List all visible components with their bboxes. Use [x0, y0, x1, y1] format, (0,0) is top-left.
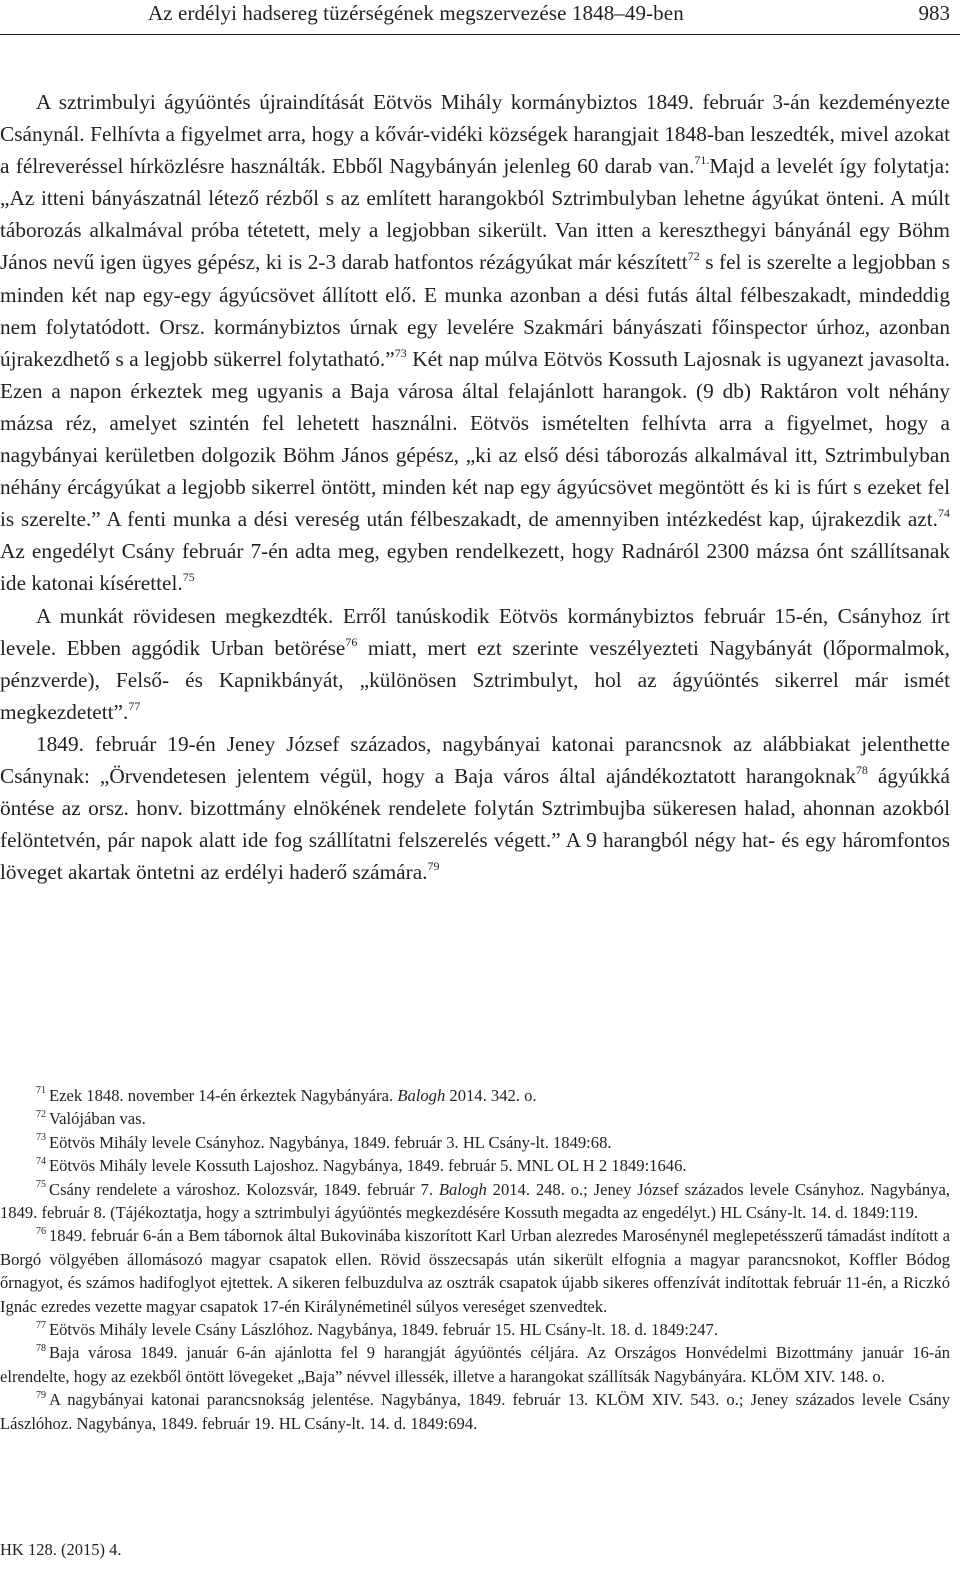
footnote-number: 76 — [36, 1225, 46, 1237]
footnote-number: 74 — [36, 1155, 46, 1167]
footnote-text: Ezek 1848. november 14-én érkeztek Nagybányára. — [49, 1086, 398, 1105]
footnote-number: 75 — [36, 1179, 46, 1191]
footnote-author: Balogh — [438, 1179, 487, 1199]
paragraph — [0, 86, 950, 600]
footnote-79 — [0, 1388, 950, 1435]
footnote-ref-76[interactable]: 76 — [345, 634, 358, 649]
footnote-text: A nagybányai katonai parancsnokság jelentése. Nagybánya, 1849. február 13. KLÖM XIV. 543. o.; Jeney százados levele Csány Lászlóhoz. Nagybánya, 1849. február 19. HL Csány-lt. 14. d. 1849:694. — [0, 1390, 950, 1433]
paragraph — [0, 728, 950, 888]
footnote-number: 72 — [36, 1108, 46, 1120]
footnote-73 — [0, 1131, 950, 1154]
main-text — [0, 86, 950, 888]
running-title: Az erdélyi hadsereg tüzérségének megszervezése 1848–49-ben — [148, 1, 684, 25]
footnote-ref-72[interactable]: 72 — [687, 249, 700, 264]
text-run: 1849. február 19-én Jeney József százados, nagybányai katonai parancsnok az alábbiakat jelenthette Csánynak: „Örvendetesen jelentem végül, hogy a Baja város által ajándékoztatott harangoknak — [0, 731, 950, 788]
footnote-ref-74[interactable]: 74 — [938, 506, 950, 521]
footnote-number: 77 — [36, 1319, 46, 1331]
footnote-ref-71[interactable]: 71. — [694, 153, 710, 168]
text-run: A munkát rövidesen megkezdték. Erről tanúskodik Eötvös kormánybiztos február 15-én, Csányhoz írt levele. Ebben aggódik Urban betörése — [0, 603, 950, 660]
paragraph — [0, 600, 950, 728]
footnote-75 — [0, 1178, 950, 1225]
footnote-author: Balogh — [397, 1086, 446, 1105]
footnote-number: 73 — [36, 1132, 46, 1144]
footnote-text: 2014. 342. o. — [445, 1086, 537, 1105]
footnote-74 — [0, 1154, 950, 1177]
footnote-ref-73[interactable]: 73 — [394, 345, 407, 360]
footnote-text: Eötvös Mihály levele Csányhoz. Nagybánya, 1849. február 3. HL Csány-lt. 1849:68. — [49, 1132, 612, 1152]
footnote-text: Csány rendelete a városhoz. Kolozsvár, 1849. február 7. — [49, 1179, 439, 1199]
footnote-text: Eötvös Mihály levele Kossuth Lajoshoz. Nagybánya, 1849. február 5. MNL OL H 2 1849:1646. — [49, 1156, 687, 1176]
text-run: Majd a levelét így folytatja: „Az itteni bányászatnál létező rézből s az említett harangokból Sztrimbulyban lehetne ágyúkat önteni. A múlt táborozás alkalmával próba tétetett, mely a legjobban sikerült. Van itten a kereszthegyi bányánál egy Böhm János nevű igen ügyes gépész, ki is 2-3 darab hatfontos rézágyúkat már készített — [0, 154, 950, 275]
footnote-text: Eötvös Mihály levele Csány Lászlóhoz. Nagybánya, 1849. február 15. HL Csány-lt. 18. d. 1849:247. — [49, 1320, 718, 1340]
text-run: s fel is szerelte a legjobban s minden két nap egy-egy ágyúcsövet állított elő. E munka azonban a dési futás által félbeszakadt, mindeddig nem folytatódott. Orsz. kormánybiztos úrnak egy levelére Szakmári bányászati főinspector úrhoz, azonban újrakezdhető s a legjobb sükerrel folytatható.” — [0, 250, 950, 371]
text-run: ágyúkká öntése az orsz. honv. bizottmány elnökének rendelete folytán Sztrimbujba sükeresen halad, ahonnan azokból felöntetvén, pár napok alatt ide fog szállítatni felszerelés végett.” A 9 harangból négy hat- és egy háromfontos löveget akartak öntetni az erdélyi haderő számára. — [0, 763, 950, 885]
text-run: Két nap múlva Eötvös Kossuth Lajosnak is ugyanezt javasolta. Ezen a napon érkeztek meg ugyanis a Baja városa által felajánlott harangok. (9 db) Raktáron volt néhány mázsa réz, amelyet szintén fel lehetett használni. Eötvös ismételten felhívta arra a figyelmet, hogy a nagybányai kerületben dolgozik Böhm János gépész, „ki az első dési táborozás alkalmával itt, Sztrimbulyban néhány ércágyúkat a legjobb sikerrel öntött, minden két nap egy ágyúcsövet megöntött és ki is fúrt s ezeket fel is szerelte.” A fenti munka a dési vereség után félbeszakadt, de amennyiben intézkedést kap, újrakezdik azt. — [0, 346, 951, 532]
text-run: A sztrimbulyi ágyúöntés újraindítását Eötvös Mihály kormánybiztos 1849. február 3-án kezdeményezte Csánynál. Felhívta a figyelmet arra, hogy a kővár-vidéki községek harangjait 1848-ban leszedték, mivel azokat a félreveréssel hírközlésre használták. Ebből Nagybányán jelenleg 60 darab van. — [0, 90, 950, 179]
footnote-ref-79[interactable]: 79 — [427, 859, 440, 874]
footnote-78 — [0, 1341, 950, 1388]
footnote-number: 71 — [36, 1085, 46, 1097]
footnote-text: Baja városa 1849. január 6-án ajánlotta fel 9 harangját ágyúöntés céljára. Az Országos Honvédelmi Bizottmány január 16-án elrendelte, hogy az ezekből öntött lövegeket „Baja” névvel illessék, illetve a harangokat szállítsák Nagybányára. KLÖM XIV. 148. o. — [0, 1343, 950, 1386]
footnote-71 — [0, 1084, 950, 1107]
text-run: Az engedélyt Csány február 7-én adta meg, egyben rendelkezett, hogy Radnáról 2300 mázsa ónt szállítsanak ide katonai kísérettel. — [0, 539, 950, 596]
footnote-text: Valójában vas. — [49, 1109, 146, 1129]
running-header — [0, 0, 960, 35]
footnote-76 — [0, 1224, 950, 1318]
footnote-ref-78[interactable]: 78 — [855, 762, 868, 777]
footnote-number: 79 — [36, 1389, 46, 1401]
footnote-text: 1849. február 6-án a Bem tábornok által Bukovinába kiszorított Karl Urban alezredes Marosénynél meglepetésszerű támadást indított a Borgó völgyében állomásozó magyar csapatok ellen. Rövid összecsapás után sikerült elfognia a magyar parancsnokot, Koffler Bódog őrnagyot, és számos hadifoglyot ejtettek. A sikeren felbuzdulva az osztrák csapatok újabb sikeres offenzívát indítottak február 11-én, a Riczkó Ignác ezredes vezette magyar csapatok 17-én Királynémetinél súlyos vereséget szenvedtek. — [0, 1226, 950, 1316]
footnote-72 — [0, 1107, 950, 1130]
text-run: miatt, mert ezt szerinte veszélyezteti Nagybányát (lőpormalmok, pénzverde), Felső- és Kapnikbányát, „különösen Sztrimbulyt, hol az ágyúöntés sikerrel már ismét megkezdetett”. — [0, 635, 951, 724]
footnote-text: 2014. 248. o.; Jeney József százados levele Csányhoz. Nagybánya, 1849. február 8. (Tájékoztatja, hogy a sztrimbulyi ágyúöntés megkezdésére Kossuth megadta az engedélyt.) HL Csány-lt. 14. d. 1849:119. — [0, 1179, 950, 1223]
footnote-ref-75[interactable]: 75 — [182, 570, 195, 585]
page-number: 983 — [918, 1, 950, 25]
footnotes — [0, 1084, 950, 1435]
footnote-ref-77[interactable]: 77 — [128, 698, 141, 713]
footnote-77 — [0, 1318, 950, 1341]
journal-reference: HK 128. (2015) 4. — [0, 1540, 122, 1559]
footnote-number: 78 — [36, 1342, 46, 1354]
